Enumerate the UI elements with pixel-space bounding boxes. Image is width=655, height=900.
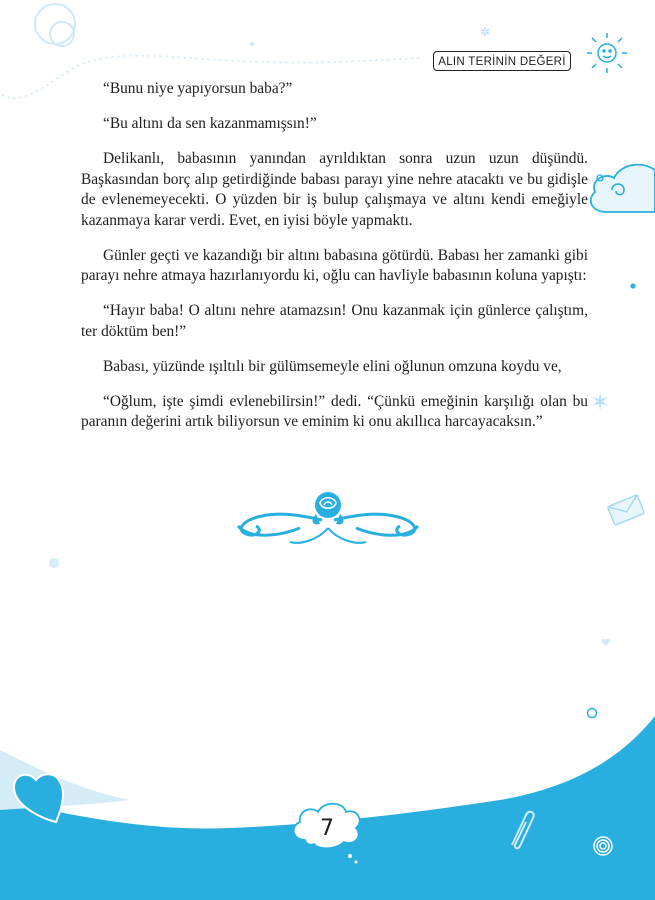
cloud-icon xyxy=(591,165,655,212)
sun-icon xyxy=(587,33,627,73)
heart-small-icon xyxy=(602,639,610,646)
paragraph: “Bu altını da sen kazanmamışsın!” xyxy=(103,115,317,132)
page-number: 7 xyxy=(320,816,334,841)
running-title: ALIN TERİNİN DEĞERİ xyxy=(433,51,571,71)
ring-icon xyxy=(588,709,597,718)
dot-icon xyxy=(49,558,59,568)
rose-icon xyxy=(313,492,344,524)
paragraph: Babası, yüzünde ışıltılı bir gülümsemeyle elini oğlunun omzuna koydu ve, xyxy=(103,357,562,375)
starfish-icon: ✶ xyxy=(590,388,611,416)
bubble-icon xyxy=(35,4,75,46)
rose-ornament-icon xyxy=(238,514,418,543)
paragraph: Günler geçti ve kazandığı bir altını babasına götürdü. Babası her zamanki gibi parayı nehre atmaya hazırlanıyordu ki, oğlu can havliyle babasının koluna yapıştı: xyxy=(81,246,588,284)
story-text xyxy=(81,79,588,447)
dot-icon xyxy=(630,283,635,288)
paragraph: “Oğlum, işte şimdi evlenebilirsin!” dedi. “Çünkü emeğinin karşılığı olan bu paranın değerini artık biliyorsun ve eminim ki onu akıllıca harcayacaksın.” xyxy=(81,392,588,430)
star-icon: ✲ xyxy=(480,25,491,39)
paragraph: “Bunu niye yapıyorsun baba?” xyxy=(103,80,293,97)
paragraph: “Hayır baba! O altını nehre atamazsın! Onu kazanmak için günlerce çalıştım, ter döktüm ben!” xyxy=(81,302,588,340)
dot-icon xyxy=(250,42,254,46)
paragraph: Delikanlı, babasının yanından ayrıldıktan sonra uzun uzun düşündü. Başkasından borç alıp getirdiğinde babası parayı yine nehre atacaktı ve bu gidişle de evlenemeyecekti. O yüzden bir iş bulup çalışmaya ve altını kendi emeğiyle kazanmaya karar verdi. Evet, en iyisi böyle yapmaktı. xyxy=(81,150,588,229)
envelope-icon xyxy=(607,495,644,526)
